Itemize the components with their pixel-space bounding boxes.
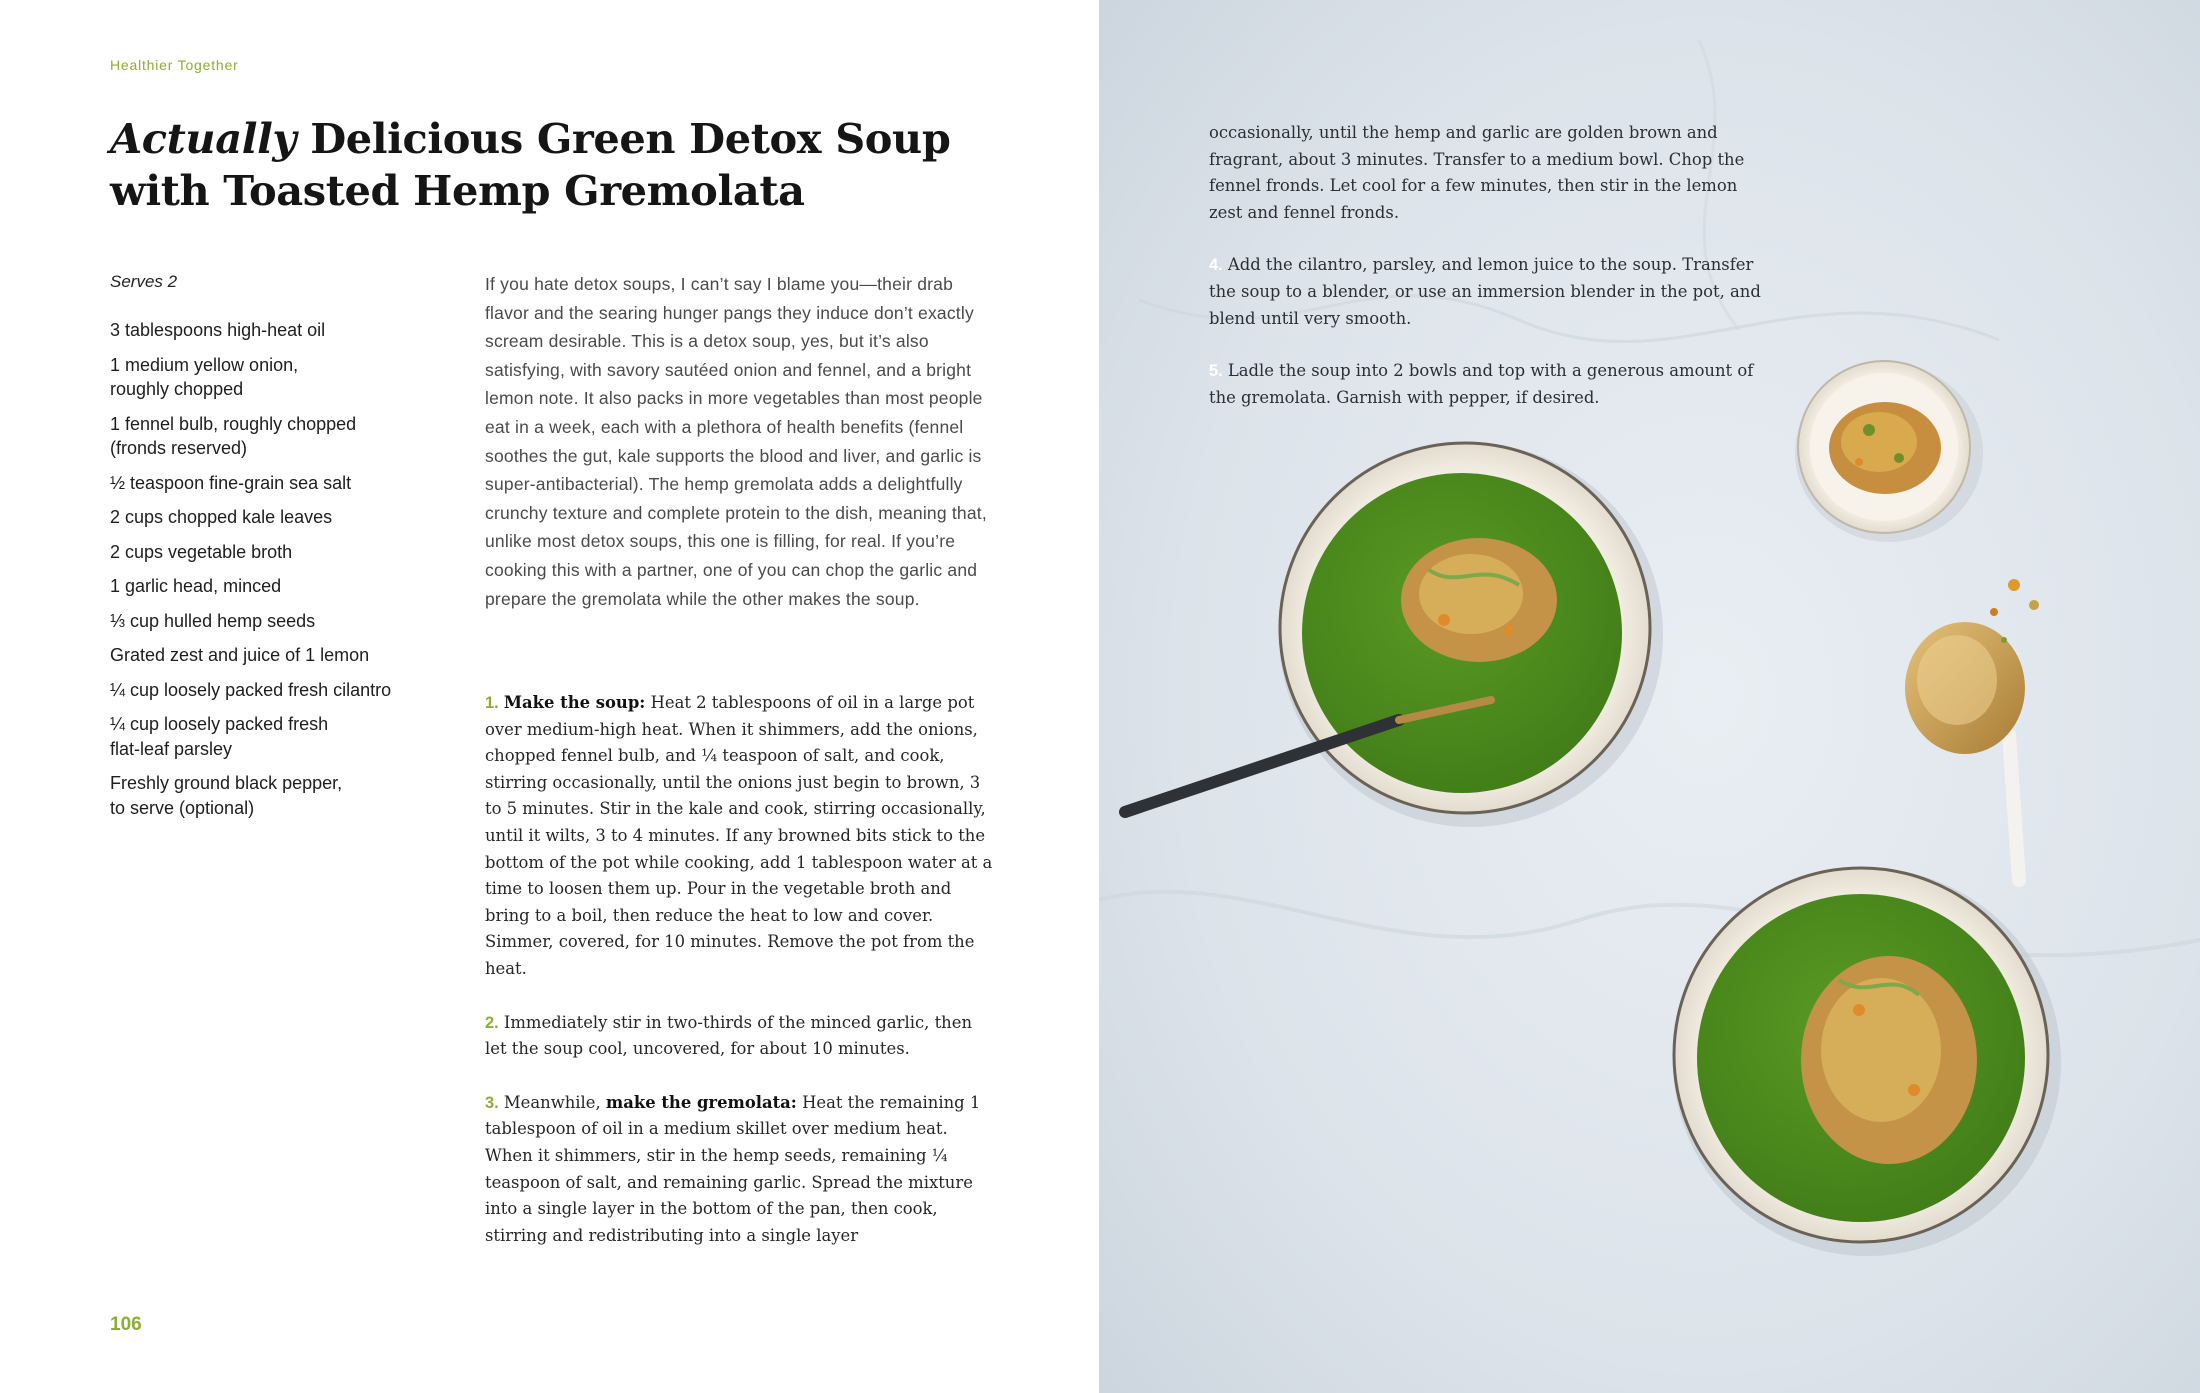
right-page	[1099, 0, 2200, 1393]
ingredient-item: 1 garlic head, minced	[110, 576, 282, 596]
gremolata-crumb	[2008, 579, 2020, 591]
method-steps-continued	[1209, 120, 1769, 437]
step-heading: Make the soup:	[503, 693, 646, 712]
gremolata-crumb	[2001, 637, 2007, 643]
ingredient-item: 1 medium yellow onion, roughly chopped	[110, 354, 299, 399]
method-steps	[485, 690, 995, 1276]
ingredient-item: 2 cups chopped kale leaves	[110, 507, 333, 527]
gremolata-crumb	[1990, 608, 1998, 616]
step-text-pre: Meanwhile,	[498, 1092, 606, 1112]
ingredient-item: ½ teaspoon fine-grain sea salt	[110, 472, 352, 493]
step-heading: make the gremolata:	[605, 1092, 797, 1112]
running-head: Healthier Together	[110, 57, 239, 73]
ingredient-item: ¼ cup loosely packed fresh cilantro	[110, 679, 392, 700]
ingredient-item: 1 fennel bulb, roughly chopped (fronds reserved)	[110, 413, 357, 458]
step-number: 1.	[485, 694, 499, 712]
title-italic: Actually	[110, 114, 297, 163]
soup-bowl-lower	[1673, 868, 2061, 1256]
step-text: Ladle the soup into 2 bowls and top with a generous amount of the gremolata. Garnish with pepper, if desired.	[1209, 361, 1754, 407]
step-text: Heat 2 tablespoons of oil in a large pot over medium-high heat. When it shimmers, add the onions, chopped fennel bulb, and ¼ teaspoon of salt, and cook, stirring occasionally, until the onions just begin to brown, 3 to 5 minutes. Stir in the kale and cook, stirring occasionally, until it wilts, 3 to 4 minutes. If any browned bits stick to the bottom of the pot while cooking, add 1 tablespoon water at a time to loosen them up. Pour in the vegetable broth and bring to a boil, then reduce the heat to low and cover. Simmer, covered, for 10 minutes. Remove the pot from the heat.	[485, 693, 993, 978]
ingredient-item: ¼ cup loosely packed fresh flat-leaf parsley	[110, 714, 329, 759]
method-step-4	[1209, 252, 1769, 332]
step-number: 2.	[485, 1013, 499, 1032]
recipe-title	[110, 113, 1010, 217]
serves-label: Serves 2	[110, 272, 178, 291]
method-step-3	[485, 1090, 995, 1250]
soup-bowl-upper	[1279, 443, 1663, 827]
step-text: Heat the remaining 1 tablespoon of oil in a medium skillet over medium heat. When it shimmers, stir in the hemp seeds, remaining ¼ teaspoon of salt, and remaining garlic. Spread the mixture into a single layer in the bottom of the pan, then cook, stirring and redistributing into a single layer	[485, 1092, 981, 1245]
ingredient-list	[110, 318, 440, 830]
step-number: 3.	[485, 1093, 499, 1112]
title-line1: Delicious Green Detox Soup	[296, 114, 951, 163]
method-step-1	[485, 690, 995, 983]
method-step-5	[1209, 358, 1769, 411]
step-number: 4.	[1209, 256, 1223, 275]
title-line2: with Toasted Hemp Gremolata	[110, 166, 805, 215]
method-step-3-continued: occasionally, until the hemp and garlic are golden brown and fragrant, about 3 minutes. Transfer to a medium bowl. Chop the fennel fronds. Let cool for a few minutes, then stir in the lemon zest and fennel fronds.	[1209, 123, 1745, 222]
ingredient-item: 2 cups vegetable broth	[110, 541, 293, 562]
step-text: Add the cilantro, parsley, and lemon juice to the soup. Transfer the soup to a blender, or use an immersion blender in the pot, and blend until very smooth.	[1209, 255, 1761, 328]
ingredient-item: Grated zest and juice of 1 lemon	[110, 645, 370, 665]
intro-paragraph: If you hate detox soups, I can’t say I blame you—their drab flavor and the searing hunger pangs they induce don’t exactly scream desirable. This is a detox soup, yes, but it’s also satisfying, with savory sautéed onion and fennel, and a bright lemon note. It also packs in more vegetables than most people eat in a week, each with a plethora of health benefits (fennel soothes the gut, kale supports the blood and liver, and garlic is super-antibacterial). The hemp gremolata adds a delightfully crunchy texture and complete protein to the dish, meaning that, unlike most detox soups, this one is filling, for real. If you’re cooking this with a partner, one of you can chop the garlic and prepare the gremolata while the other makes the soup.	[485, 274, 987, 609]
ingredient-item: Freshly ground black pepper, to serve (optional)	[110, 773, 343, 818]
left-page	[0, 0, 1099, 1393]
ingredient-item: ⅓ cup hulled hemp seeds	[110, 610, 316, 631]
step-number: 5.	[1209, 362, 1223, 381]
ingredient-item: 3 tablespoons high-heat oil	[110, 320, 326, 340]
gremolata-crumb	[2029, 600, 2039, 610]
step-text: Immediately stir in two-thirds of the minced garlic, then let the soup cool, uncovered, for about 10 minutes.	[485, 1012, 972, 1059]
method-step-2	[485, 1010, 995, 1063]
page-number: 106	[110, 1314, 142, 1335]
